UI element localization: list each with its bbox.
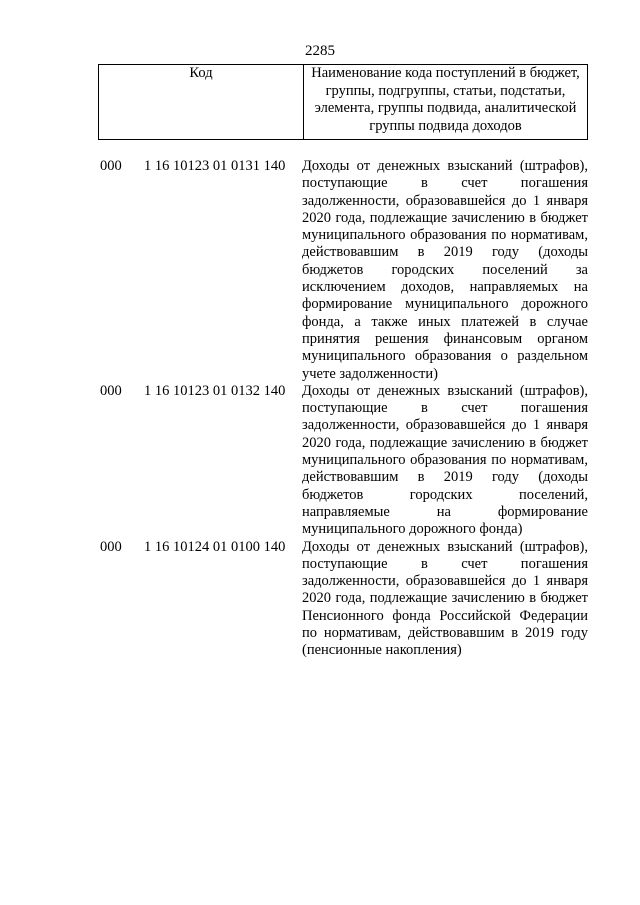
admin-code: 000	[100, 538, 122, 555]
header-table	[98, 64, 588, 140]
table-row	[100, 383, 588, 539]
page-number: 2285	[305, 43, 335, 59]
income-code: 1 16 10123 01 0132 140	[144, 382, 286, 399]
income-code: 1 16 10124 01 0100 140	[144, 538, 286, 555]
table-row	[100, 158, 588, 383]
header-name-cell: Наименование кода поступлений в бюджет, группы, подгруппы, статьи, подстатьи, элемента, группы подвида, аналитической группы подвида доходов	[304, 65, 588, 140]
income-code-list	[100, 158, 588, 660]
admin-code: 000	[100, 158, 122, 174]
income-name: Доходы от денежных взысканий (штрафов), поступающие в счет погашения задолженности, образовавшейся до 1 января 2020 года, подлежащие зачислению в бюджет муниципального образования по нормативам, действовавшим в 2019 году (доходы бюджетов городских поселений за исключением доходов, направляемых на формирование муниципального дорожного фонда, а также иных платежей в случае принятия решения финансовым органом муниципального образования о раздельном учете задолженности)	[302, 158, 588, 382]
table-row	[100, 539, 588, 660]
income-code: 1 16 10123 01 0131 140	[144, 158, 286, 174]
admin-code: 000	[100, 382, 122, 399]
header-row	[99, 65, 588, 140]
income-name: Доходы от денежных взысканий (штрафов), поступающие в счет погашения задолженности, образовавшейся до 1 января 2020 года, подлежащие зачислению в бюджет Пенсионного фонда Российской Федерации по нормативам, действовавшим в 2019 году (пенсионные накопления)	[302, 538, 588, 659]
header-code-cell: Код	[99, 65, 304, 140]
income-name: Доходы от денежных взысканий (штрафов), поступающие в счет погашения задолженности, образовавшейся до 1 января 2020 года, подлежащие зачислению в бюджет муниципального образования по нормативам, действовавшим в 2019 году (доходы бюджетов городских поселений, направляемые на формирование муниципального дорожного фонда)	[302, 382, 588, 538]
